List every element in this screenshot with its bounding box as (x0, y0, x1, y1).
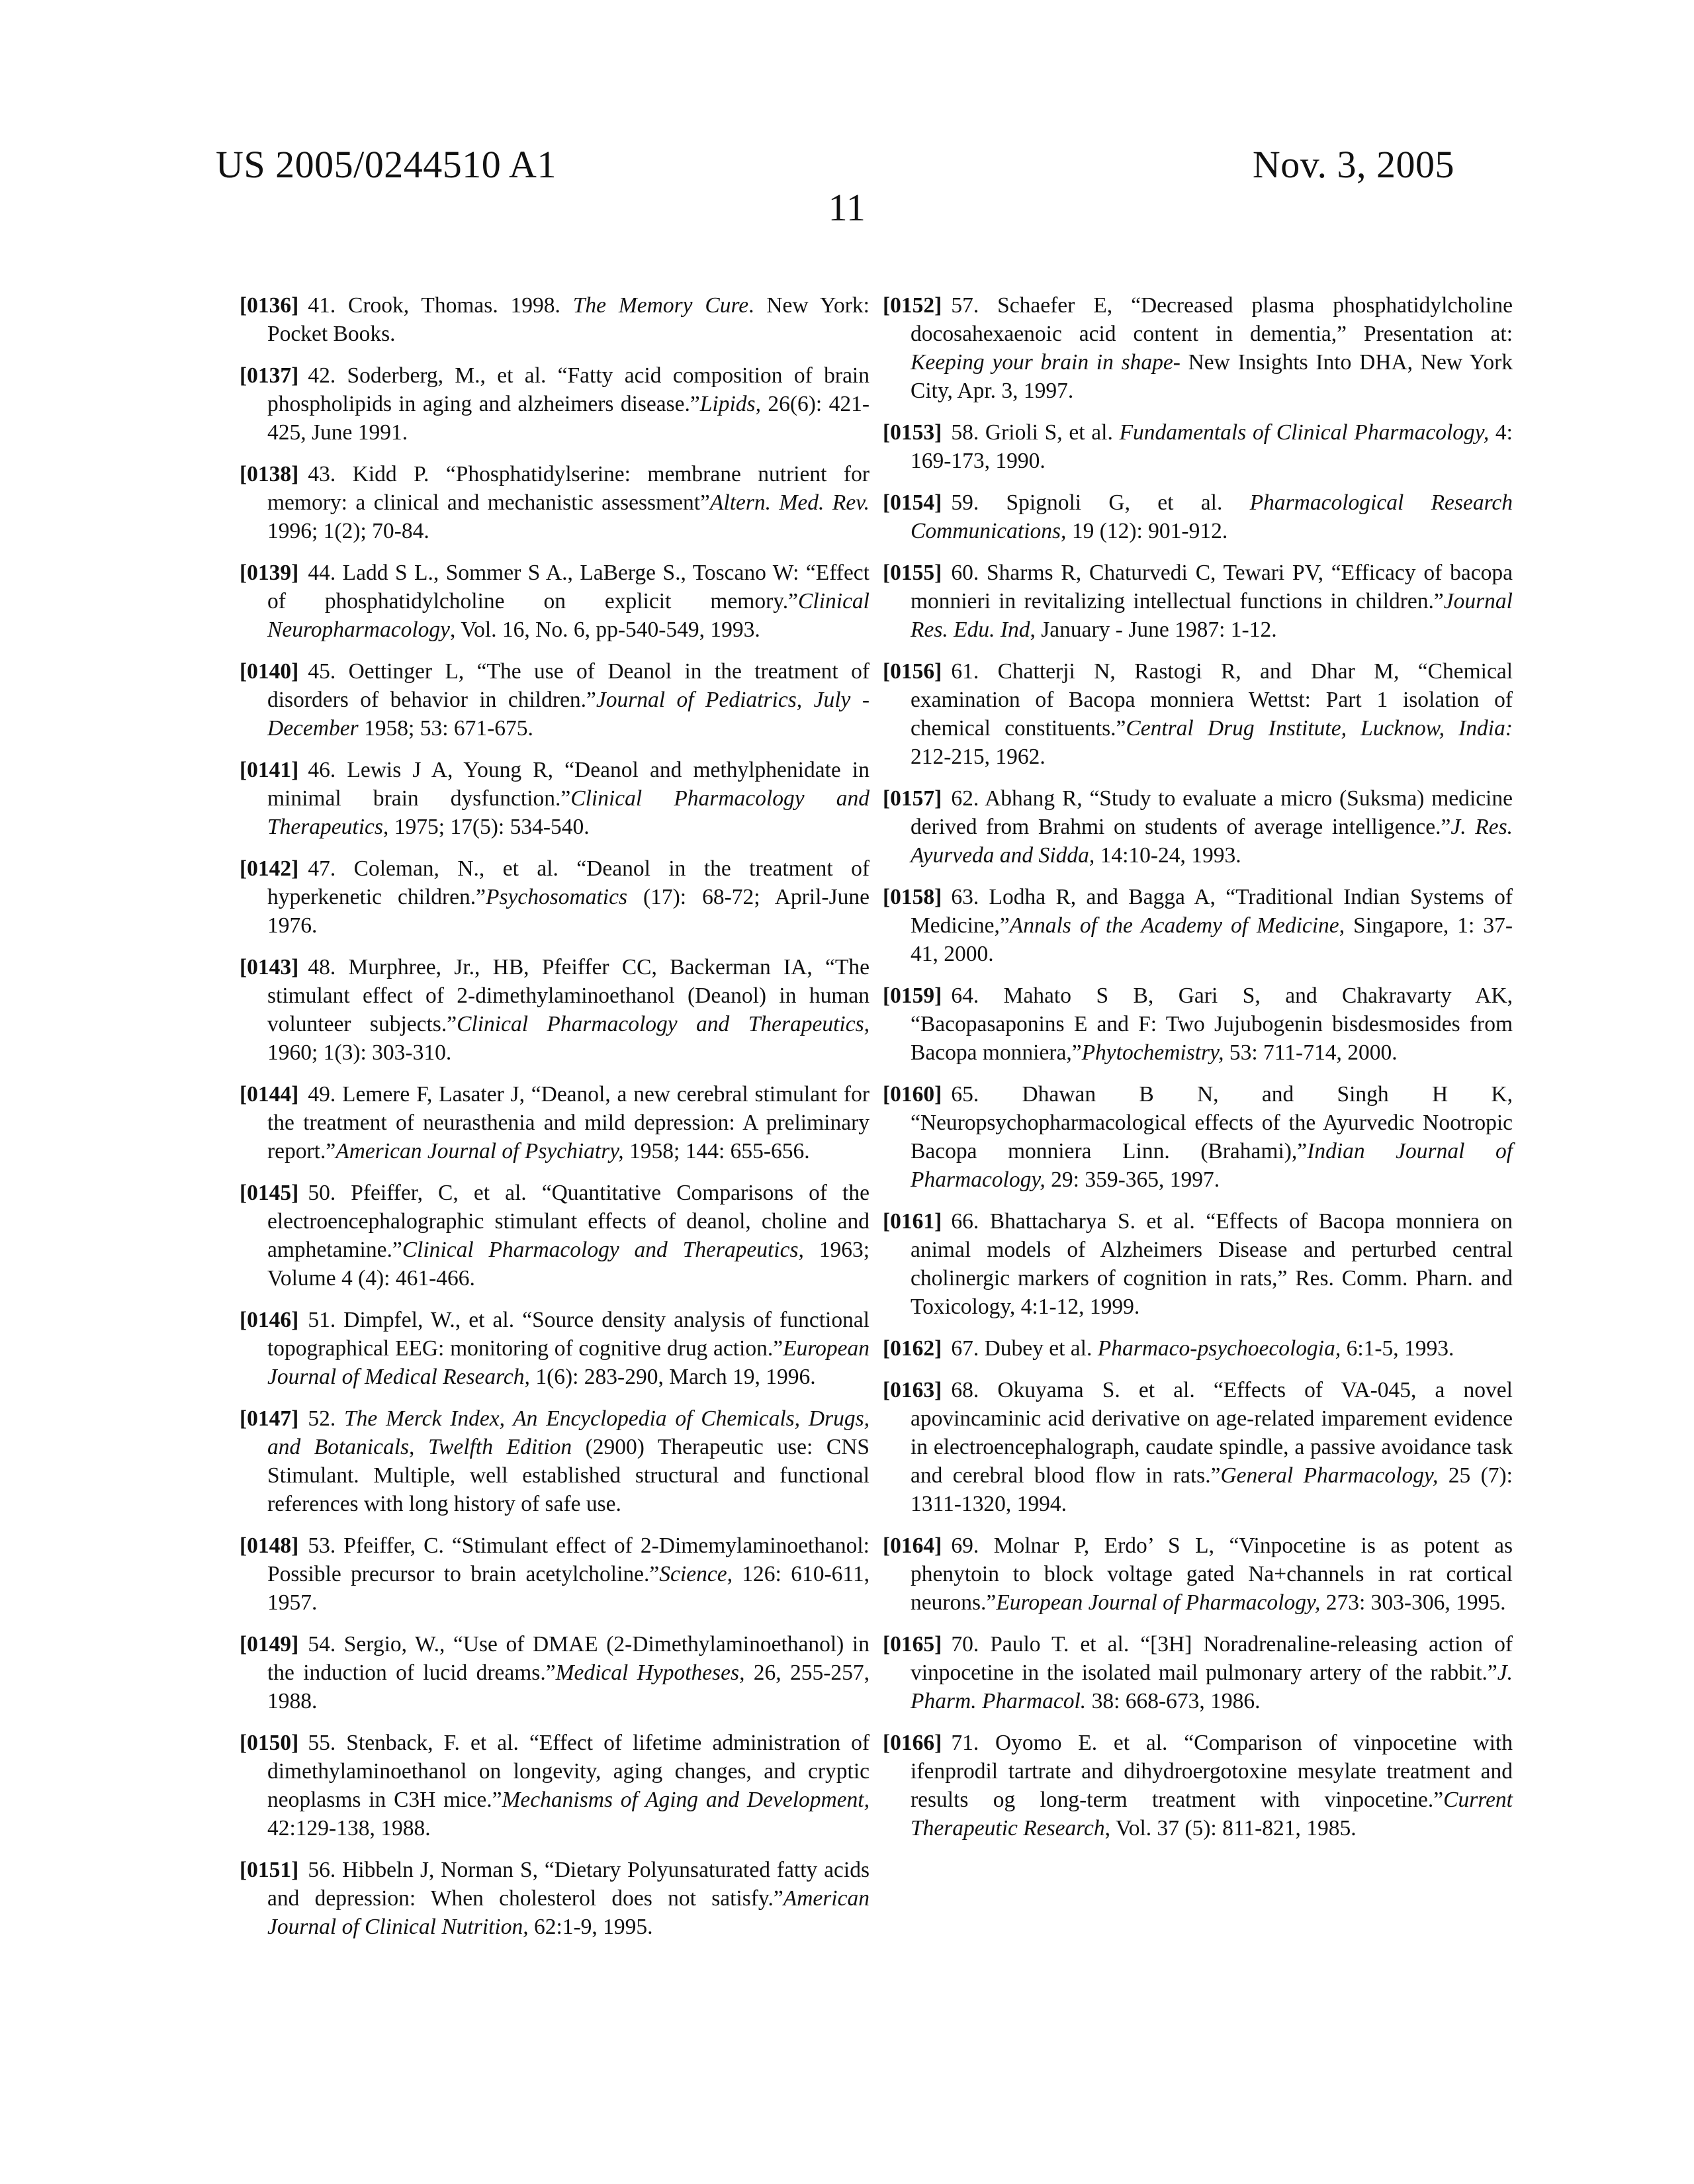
reference-entry (883, 1334, 1513, 1363)
citation-text: 46. Lewis J A, Young R, “Deanol and methylphenidate in minimal brain dysfunction.” (267, 758, 869, 811)
reference-entry (240, 559, 869, 644)
citation-text: 57. Schaefer E, “Decreased plasma phosphatidylcholine docosahexaenoic acid content in dementia,” Presentation at: (911, 293, 1513, 346)
reference-entry (883, 1729, 1513, 1843)
citation-text: 212-215, 1962. (911, 745, 1046, 769)
citation-text: 43. Kidd P. “Phosphatidylserine: membrane nutrient for memory: a clinical and mechanistic assessment” (267, 462, 869, 515)
reference-entry (240, 361, 869, 447)
paragraph-id: [0164] (883, 1533, 942, 1558)
citation-text: 69. Molnar P, Erdo’ S L, “Vinpocetine is as potent as phenytoin to block voltage gated Na+channels in rat cortical neurons.” (911, 1533, 1513, 1615)
paragraph-id: [0154] (883, 490, 942, 515)
citation-text: , January - June 1987: 1-12. (1030, 617, 1277, 642)
paragraph-id: [0166] (883, 1731, 942, 1755)
paragraph-id: [0141] (240, 758, 298, 782)
citation-text: 70. Paulo T. et al. “[3H] Noradrenaline-releasing action of vinpocetine in the isolated mail pulmonary artery of the rabbit.” (911, 1632, 1513, 1685)
paragraph-id: [0144] (240, 1082, 298, 1107)
paragraph-id: [0155] (883, 561, 942, 585)
citation-source: American Journal of Psychiatry, (335, 1139, 623, 1163)
citation-text: 50. Pfeiffer, C, et al. “Quantitative Comparisons of the electroencephalographic stimulant effects of deanol, choline and amphetamine.” (267, 1181, 869, 1262)
paragraph-id: [0147] (240, 1406, 298, 1431)
citation-source: J. Pharm. Pharmacol. (911, 1661, 1513, 1713)
reference-entry (883, 883, 1513, 968)
reference-entry (883, 784, 1513, 870)
paragraph-id: [0149] (240, 1632, 298, 1657)
paragraph-id: [0152] (883, 293, 942, 318)
citation-text: 62:1-9, 1995. (529, 1915, 653, 1939)
citation-text: 47. Coleman, N., et al. “Deanol in the treatment of hyperkenetic children.” (267, 856, 869, 909)
citation-source: Science, (659, 1562, 733, 1586)
citation-source: General Pharmacology, (1220, 1463, 1438, 1488)
citation-source: Annals of the Academy of Medicine (1010, 913, 1339, 938)
paragraph-id: [0157] (883, 786, 942, 811)
reference-entry (883, 657, 1513, 771)
citation-text: 64. Mahato S B, Gari S, and Chakravarty AK, “Bacopasaponins E and F: Two Jujubogenin bisdesmosides from Bacopa monniera,” (911, 983, 1513, 1065)
reference-entry (883, 418, 1513, 475)
reference-entry (240, 1729, 869, 1843)
citation-text: 58. Grioli S, et al. (951, 420, 1119, 445)
citation-text: 126: 610-611, 1957. (267, 1562, 869, 1615)
paragraph-id: [0151] (240, 1858, 298, 1882)
reference-entry (240, 1404, 869, 1518)
citation-text: 56. Hibbeln J, Norman S, “Dietary Polyunsaturated fatty acids and depression: When cholesterol does not satisfy.” (267, 1858, 869, 1911)
paragraph-id: [0142] (240, 856, 298, 881)
reference-entry (240, 1531, 869, 1617)
paragraph-id: [0163] (883, 1378, 942, 1402)
citation-source: Journal Res. Edu. Ind (911, 589, 1513, 642)
citation-text: 62. Abhang R, “Study to evaluate a micro (Suksma) medicine derived from Brahmi on students of average intelligence.” (911, 786, 1513, 839)
reference-entry (240, 1856, 869, 1941)
citation-source: Current Therapeutic Research (911, 1788, 1513, 1841)
citation-source: Clinical Pharmacology and Therapeutics, (267, 786, 869, 839)
citation-source: Altern. Med. Rev. (710, 490, 869, 515)
citation-text: 38: 668-673, 1986. (1086, 1689, 1260, 1713)
reference-entry (240, 1080, 869, 1165)
citation-text: 44. Ladd S L., Sommer S A., LaBerge S., Toscano W: “Effect of phosphatidylcholine on explicit memory.” (267, 561, 869, 614)
reference-entry (883, 1207, 1513, 1321)
reference-entry (883, 981, 1513, 1067)
paragraph-id: [0150] (240, 1731, 298, 1755)
paragraph-id: [0161] (883, 1209, 942, 1234)
citation-source: Keeping your brain in shape- (911, 350, 1181, 375)
paragraph-id: [0145] (240, 1181, 298, 1205)
reference-entry (240, 460, 869, 545)
citation-text: , Vol. 37 (5): 811-821, 1985. (1105, 1816, 1357, 1841)
citation-text: 26(6): 421-425, June 1991. (267, 392, 869, 445)
paragraph-id: [0158] (883, 885, 942, 909)
citation-text: 25 (7): 1311-1320, 1994. (911, 1463, 1513, 1516)
citation-text: 65. Dhawan B N, and Singh H K, “Neuropsychopharmacological effects of the Ayurvedic Nootropic Bacopa monniera Linn. (Brahami),” (911, 1082, 1513, 1163)
paragraph-id: [0156] (883, 659, 942, 684)
citation-text: 49. Lemere F, Lasater J, “Deanol, a new cerebral stimulant for the treatment of neurasthenia and mild depression: A preliminary report.” (267, 1082, 869, 1163)
citation-text: 1960; 1(3): 303-310. (267, 1040, 451, 1065)
citation-source: Clinical Pharmacology and Therapeutics, (457, 1012, 869, 1036)
citation-source: Indian Journal of Pharmacology, (911, 1139, 1513, 1192)
citation-source: Lipids, (700, 392, 761, 416)
citation-source: Pharmacological Research Communications, (911, 490, 1513, 543)
citation-text: 67. Dubey et al. (951, 1336, 1097, 1361)
citation-source: European Journal of Medical Research, (267, 1336, 869, 1389)
citation-text: 53. Pfeiffer, C. “Stimulant effect of 2-Dimemylaminoethanol: Possible precursor to brain acetylcholine.” (267, 1533, 869, 1586)
citation-source: The Memory Cure (573, 293, 748, 318)
citation-text: 61. Chatterji N, Rastogi R, and Dhar M, “Chemical examination of Bacopa monniera Wettst: Part 1 isolation of chemical constituents.” (911, 659, 1513, 741)
paragraph-id: [0162] (883, 1336, 942, 1361)
citation-text: 51. Dimpfel, W., et al. “Source density analysis of functional topographical EEG: monitoring of cognitive drug action.” (267, 1308, 869, 1361)
citation-text: 14:10-24, 1993. (1094, 843, 1241, 868)
reference-entry (883, 1376, 1513, 1518)
page-number: 11 (0, 185, 1694, 230)
reference-entry (240, 1179, 869, 1293)
paragraph-id: [0165] (883, 1632, 942, 1657)
citation-text: , Singapore, 1: 37-41, 2000. (911, 913, 1513, 966)
citation-source: European Journal of Pharmacology, (996, 1590, 1320, 1615)
citation-source: Clinical Pharmacology and Therapeutics, (402, 1238, 804, 1262)
reference-entry (883, 1080, 1513, 1194)
paragraph-id: [0159] (883, 983, 942, 1008)
paragraph-id: [0146] (240, 1308, 298, 1332)
paragraph-id: [0143] (240, 955, 298, 979)
citation-source: Pharmaco-psychoecologia, (1098, 1336, 1341, 1361)
paragraph-id: [0148] (240, 1533, 298, 1558)
reference-entry (883, 559, 1513, 644)
reference-entry (240, 953, 869, 1067)
citation-text: 1975; 17(5): 534-540. (388, 815, 589, 839)
citation-source: J. Res. Ayurveda and Sidda, (911, 815, 1513, 868)
citation-source: Psychosomatics (486, 885, 627, 909)
citation-text: , Vol. 16, No. 6, pp-540-549, 1993. (450, 617, 760, 642)
citation-text: 55. Stenback, F. et al. “Effect of lifetime administration of dimethylaminoethanol on longevity, aging changes, and cryptic neoplasms in C3H mice.” (267, 1731, 869, 1812)
citation-text: 6:1-5, 1993. (1341, 1336, 1454, 1361)
citation-text: 1958; 53: 671-675. (359, 716, 533, 741)
reference-entry (240, 291, 869, 348)
publication-date: Nov. 3, 2005 (1253, 142, 1454, 187)
publication-number: US 2005/0244510 A1 (216, 142, 557, 187)
citation-source: Medical Hypotheses, (556, 1661, 745, 1685)
citation-text: 68. Okuyama S. et al. “Effects of VA-045, a novel apovincaminic acid derivative on age-related imparement evidence in electroencephalograph, caudate spindle, a passive avoidance task and cerebral blood flow in rats.” (911, 1378, 1513, 1488)
paragraph-id: [0153] (883, 420, 942, 445)
paragraph-id: [0137] (240, 363, 298, 388)
citation-source: The Merck Index, An Encyclopedia of Chemicals, Drugs, and Botanicals, Twelfth Edition (267, 1406, 869, 1459)
citation-text: 71. Oyomo E. et al. “Comparison of vinpocetine with ifenprodil tartrate and dihydroergotoxine mesylate treatment and results og long-term treatment with vinpocetine.” (911, 1731, 1513, 1812)
citation-source: Central Drug Institute, Lucknow, India: (1126, 716, 1513, 741)
citation-text: 42:129-138, 1988. (267, 1816, 431, 1841)
paragraph-id: [0138] (240, 462, 298, 486)
right-column (883, 291, 1513, 1856)
paragraph-id: [0160] (883, 1082, 942, 1107)
citation-text: 1963; Volume 4 (4): 461-466. (267, 1238, 869, 1291)
citation-text: 66. Bhattacharya S. et al. “Effects of Bacopa monniera on animal models of Alzheimers Disease and perturbed central cholinergic markers of cognition in rats,” Res. Comm. Pharn. and Toxicology, 4:1-12, 1999. (911, 1209, 1513, 1319)
citation-text: 48. Murphree, Jr., HB, Pfeiffer CC, Backerman IA, “The stimulant effect of 2-dimethylaminoethanol (Deanol) in human volunteer subjects.” (267, 955, 869, 1036)
citation-text: 4: 169-173, 1990. (911, 420, 1513, 473)
citation-source: American Journal of Clinical Nutrition, (267, 1886, 869, 1939)
left-column (240, 291, 869, 1954)
citation-text: 41. Crook, Thomas. 1998. (308, 293, 572, 318)
citation-text: 53: 711-714, 2000. (1224, 1040, 1397, 1065)
citation-text: New Insights Into DHA, New York City, Apr. 3, 1997. (911, 350, 1513, 403)
citation-text: 29: 359-365, 1997. (1046, 1167, 1220, 1192)
citation-source: Phytochemistry, (1082, 1040, 1224, 1065)
citation-text: 1996; 1(2); 70-84. (267, 519, 429, 543)
citation-source: Mechanisms of Aging and Development, (502, 1788, 869, 1812)
citation-text: 60. Sharms R, Chaturvedi C, Tewari PV, “Efficacy of bacopa monnieri in revitalizing intellectual functions in children.” (911, 561, 1513, 614)
citation-text: 52. (308, 1406, 344, 1431)
reference-entry (883, 488, 1513, 545)
reference-entry (240, 854, 869, 940)
reference-entry (240, 1630, 869, 1715)
citation-text: 63. Lodha R, and Bagga A, “Traditional Indian Systems of Medicine,” (911, 885, 1513, 938)
citation-text: 42. Soderberg, M., et al. “Fatty acid composition of brain phospholipids in aging and alzheimers disease.” (267, 363, 869, 416)
reference-entry (240, 1306, 869, 1391)
citation-text: (17): 68-72; April-June 1976. (267, 885, 869, 938)
citation-text: . New York: Pocket Books. (267, 293, 869, 346)
paragraph-id: [0140] (240, 659, 298, 684)
citation-text: 26, 255-257, 1988. (267, 1661, 869, 1713)
citation-text: 1(6): 283-290, March 19, 1996. (530, 1365, 816, 1389)
citation-source: Clinical Neuropharmacology (267, 589, 869, 642)
reference-entry (883, 1630, 1513, 1715)
citation-text: 45. Oettinger L, “The use of Deanol in the treatment of disorders of behavior in children.” (267, 659, 869, 712)
citation-source: Journal of Pediatrics, July - December (267, 688, 869, 741)
citation-text: 59. Spignoli G, et al. (951, 490, 1249, 515)
citation-text: 1958; 144: 655-656. (624, 1139, 810, 1163)
reference-entry (240, 657, 869, 743)
citation-text: 273: 303-306, 1995. (1320, 1590, 1505, 1615)
reference-entry (240, 756, 869, 841)
paragraph-id: [0139] (240, 561, 298, 585)
citation-text: 19 (12): 901-912. (1066, 519, 1227, 543)
reference-entry (883, 1531, 1513, 1617)
reference-entry (883, 291, 1513, 405)
citation-source: Fundamentals of Clinical Pharmacology, (1120, 420, 1490, 445)
citation-text: (2900) Therapeutic use: CNS Stimulant. Multiple, well established structural and functional references with long history of safe use. (267, 1435, 869, 1516)
citation-text: 54. Sergio, W., “Use of DMAE (2-Dimethylaminoethanol) in the induction of lucid dreams.” (267, 1632, 869, 1685)
paragraph-id: [0136] (240, 293, 298, 318)
